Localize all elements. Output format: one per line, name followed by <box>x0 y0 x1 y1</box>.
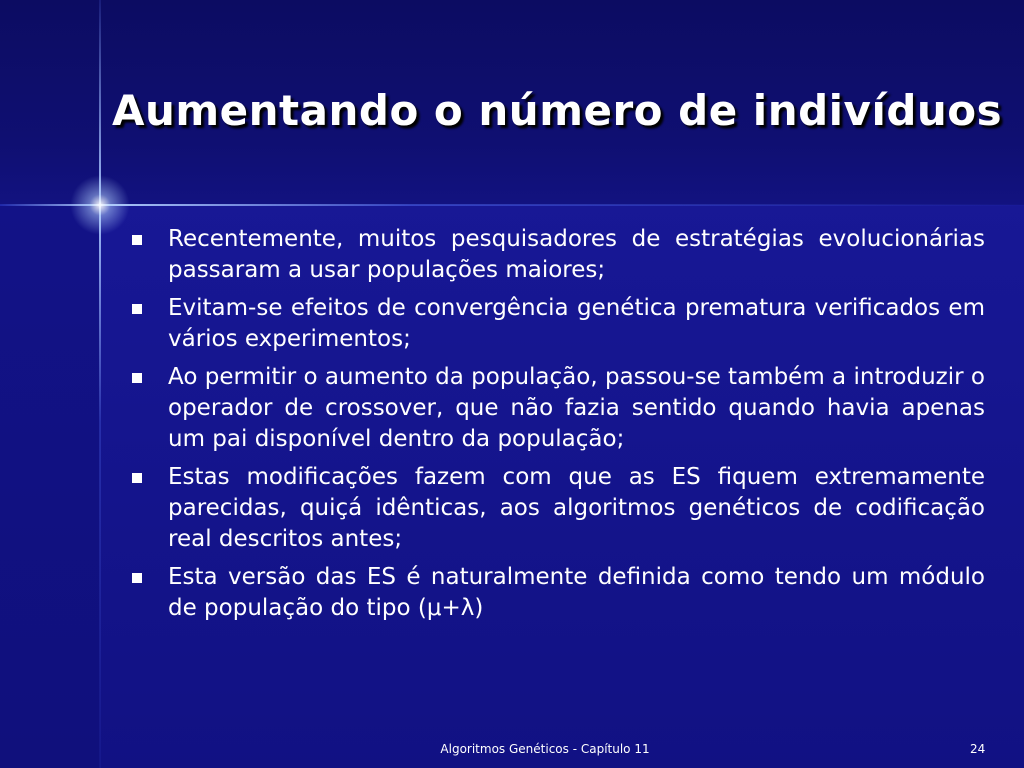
square-bullet-icon <box>132 573 142 583</box>
bullet-text: Evitam-se efeitos de convergência genética prematura verificados em vários experimentos; <box>168 295 985 352</box>
page-number: 24 <box>970 742 986 756</box>
square-bullet-icon <box>132 473 142 483</box>
slide-title: Aumentando o número de indivíduos <box>112 86 1003 135</box>
vertical-accent-line <box>99 0 101 768</box>
side-band <box>0 205 100 768</box>
bullet-text: Esta versão das ES é naturalmente definida como tendo um módulo de população do tipo (μ+λ) <box>168 564 985 621</box>
horizontal-accent-line <box>0 204 1024 206</box>
sparkle-icon <box>70 175 130 235</box>
square-bullet-icon <box>132 373 142 383</box>
bullet-text: Recentemente, muitos pesquisadores de estratégias evolucionárias passaram a usar populações maiores; <box>168 226 985 283</box>
bullet-item <box>130 293 985 355</box>
bullet-item <box>130 462 985 555</box>
square-bullet-icon <box>132 235 142 245</box>
bullet-text: Ao permitir o aumento da população, passou-se também a introduzir o operador de crossover, que não fazia sentido quando havia apenas um pai disponível dentro da população; <box>168 364 985 452</box>
square-bullet-icon <box>132 304 142 314</box>
bullet-list <box>130 224 985 631</box>
bullet-item <box>130 562 985 624</box>
bullet-item <box>130 224 985 286</box>
bullet-item <box>130 362 985 455</box>
bullet-text: Estas modificações fazem com que as ES fiquem extremamente parecidas, quiçá idênticas, aos algoritmos genéticos de codificação real descritos antes; <box>168 464 985 552</box>
slide-footer: Algoritmos Genéticos - Capítulo 11 <box>440 742 650 756</box>
